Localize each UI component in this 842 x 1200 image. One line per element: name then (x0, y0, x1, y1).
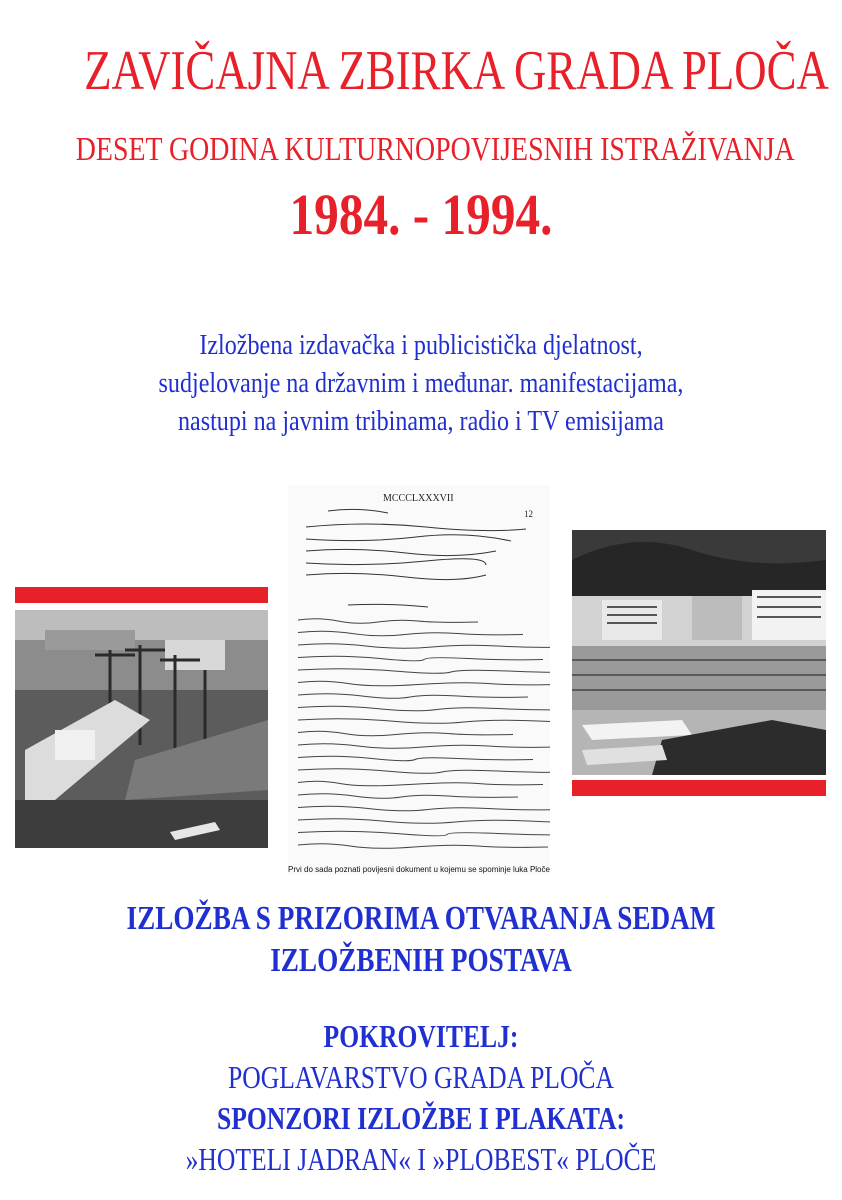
description-line: nastupi na javnim tribinama, radio i TV emisijama (178, 406, 664, 437)
manuscript-caption: Prvi do sada poznati povijesni dokument u kojemu se spominje luka Ploče (288, 865, 550, 874)
manuscript-body (298, 619, 550, 849)
waterfront-photo-image (572, 530, 826, 775)
port-photo-image (15, 610, 268, 848)
description (0, 327, 842, 441)
waterfront-photo (572, 530, 826, 775)
exhibit-line: IZLOŽBENIH POSTAVA (270, 942, 572, 979)
red-bar-left (15, 587, 268, 603)
description-line: Izložbena izdavačka i publicistička djelatnost, (199, 330, 643, 361)
sponsors-names: »HOTELI JADRAN« I »PLOBEST« PLOČE (185, 1141, 657, 1177)
red-bar-right (572, 780, 826, 796)
poster-years: 1984. - 1994. (289, 182, 553, 247)
manuscript-handwriting (306, 509, 526, 607)
manuscript-page-number: 12 (524, 509, 533, 519)
exhibit-text (0, 898, 842, 982)
poster-subtitle: DESET GODINA KULTURNOPOVIJESNIH ISTRAŽIVANJA (75, 131, 795, 168)
patron-name: POGLAVARSTVO GRADA PLOČA (228, 1059, 614, 1095)
credits (0, 1016, 842, 1180)
manuscript-heading: MCCCLXXXVII (383, 493, 454, 504)
exhibit-line: IZLOŽBA S PRIZORIMA OTVARANJA SEDAM (126, 900, 716, 937)
port-photo (15, 610, 268, 848)
manuscript-photo (288, 485, 550, 875)
poster-title: ZAVIČAJNA ZBIRKA GRADA PLOČA (84, 40, 829, 102)
patron-label: POKROVITELJ: (323, 1018, 519, 1054)
sponsors-label: SPONZORI IZLOŽBE I PLAKATA: (216, 1100, 625, 1136)
description-line: sudjelovanje na državnim i međunar. manifestacijama, (158, 368, 684, 399)
manuscript-image (288, 485, 550, 875)
